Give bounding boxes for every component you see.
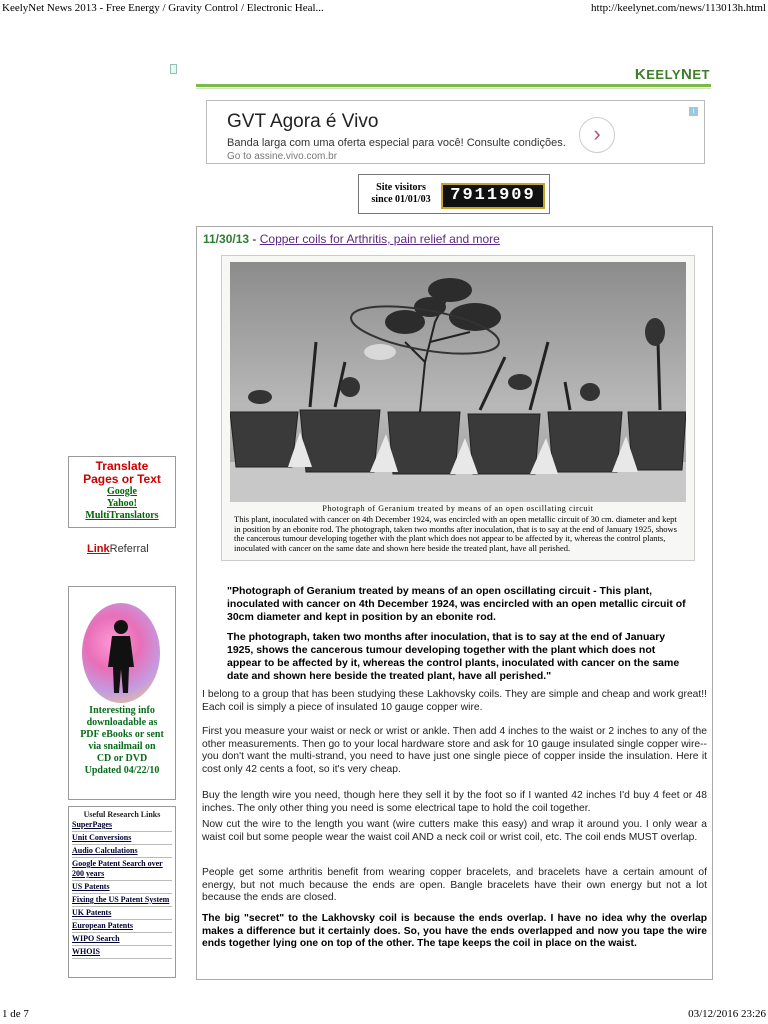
research-link[interactable]: Google Patent Search over 200 years <box>72 858 172 881</box>
geranium-photo-image <box>230 262 686 502</box>
translate-link-yahoo[interactable]: Yahoo! <box>106 498 137 509</box>
translate-box <box>68 456 176 528</box>
research-link[interactable]: WIPO Search <box>72 933 172 946</box>
keelynet-logo[interactable]: KEELYNET <box>634 66 710 83</box>
ad-title[interactable]: GVT Agora é Vivo <box>227 111 379 132</box>
translate-heading: Translate Pages or Text <box>83 459 161 486</box>
counter-value: 7911909 <box>441 183 545 209</box>
research-links-title: Useful Research Links <box>83 810 161 819</box>
ad-url[interactable]: Go to assine.vivo.com.br <box>227 151 338 162</box>
advertisement-banner[interactable] <box>206 100 705 164</box>
research-link[interactable]: Fixing the US Patent System <box>72 894 172 907</box>
geranium-photograph <box>221 255 695 561</box>
broken-image-icon <box>170 64 177 74</box>
ebook-description: Interesting info downloadable as PDF eBooks or sent via snailmail on CD or DVD Updated 04/22/10 <box>80 705 164 776</box>
print-page-url: http://keelynet.com/news/113013h.html <box>591 2 766 14</box>
ebook-oval-image <box>82 603 160 703</box>
chevron-right-icon[interactable]: › <box>579 117 615 153</box>
article-title-link[interactable]: Copper coils for Arthritis, pain relief and more <box>259 232 500 246</box>
article-paragraph: First you measure your waist or neck or wrist or ankle. Then add 4 inches to the waist or 2 inches to any of the other measurements. Then go to your local hardware store and ask for 10 gauge insulated single copper wire--you don't want the multi-strand, you need to have just one single piece of copper inside the insulation. Here it cost only 42 cents a foot, so it's very cheap. <box>202 726 707 775</box>
research-link[interactable]: Unit Conversions <box>72 832 172 845</box>
quote-paragraph: The photograph, taken two months after inoculation, that is to say at the end of January 1925, shows the cancerous tumour developing together with the plant which does not appear to be affected by it, whereas the control plants, inoculated with cancer on the same date and shown here beside the treated plant, have all perished." <box>227 631 680 682</box>
article-paragraph: People get some arthritis benefit from wearing copper bracelets, and bracelets have a certain amount of energy, but not much because the ends are open. Bangle bracelets have their own energy but not a lot because the ends are closed. <box>202 867 707 903</box>
photo-caption-title: Photograph of Geranium treated by means of an open oscillating circuit <box>322 504 594 513</box>
research-link[interactable]: UK Patents <box>72 907 172 920</box>
article-box <box>196 226 713 980</box>
article-paragraph: Buy the length wire you need, though here they sell it by the foot so if I wanted 42 inches I'd buy 4 feet or 48 inches. The only other thing you need is some electrical tape to hold the coil together. <box>202 790 707 814</box>
translate-link-multitranslators[interactable]: MultiTranslators <box>85 510 159 521</box>
info-icon[interactable]: i <box>689 107 698 116</box>
ad-description: Banda larga com uma oferta especial para você! Consulte condições. <box>227 137 566 149</box>
print-page-number: 1 de 7 <box>2 1008 29 1020</box>
article-headline: 11/30/13 - Copper coils for Arthritis, pain relief and more <box>203 232 500 246</box>
research-link[interactable]: Audio Calculations <box>72 845 172 858</box>
linkreferral-logo[interactable]: LinkReferral <box>87 543 149 555</box>
article-paragraph-bold: The big "secret" to the Lakhovsky coil is because the ends overlap. I have no idea why the overlap makes a difference but it certainly does. So, you have the ends overlapped and now you tape the wire ends together lying one on top of the other. The tape keeps the coil in place on the waist. <box>202 913 707 949</box>
article-paragraph: I belong to a group that has been studying these Lakhovsky coils. They are simple and cheap and work great!! Each coil is simply a piece of insulated 10 gauge copper wire. <box>202 689 707 713</box>
research-links-box <box>68 806 176 978</box>
counter-label: Site visitors since 01/01/03 <box>371 182 431 205</box>
header-divider-light <box>196 88 711 89</box>
visitor-counter <box>358 174 550 214</box>
print-datetime: 03/12/2016 23:26 <box>688 1008 766 1020</box>
translate-link-google[interactable]: Google <box>107 486 137 497</box>
ebook-promo[interactable] <box>68 586 176 800</box>
header-divider <box>196 84 711 87</box>
article-paragraph: Now cut the wire to the length you want (wire cutters make this easy) and wrap it around you. I only wear a waist coil but some people wear the waist coil AND a neck coil or wrist coil, etc. The coil ends MUST overlap. <box>202 819 707 843</box>
person-silhouette-icon <box>82 603 160 703</box>
print-page-title: KeelyNet News 2013 - Free Energy / Gravity Control / Electronic Heal... <box>2 2 324 14</box>
quote-paragraph: "Photograph of Geranium treated by means of an open oscillating circuit - This plant, inoculated with cancer on 4th December 1924, was encircled with an open metallic circuit of 30cm diameter and kept in position by an ebonite rod. <box>227 585 686 623</box>
photo-caption-body: This plant, inoculated with cancer on 4th December 1924, was encircled with an open metallic circuit of 30 cm. diameter and kept in position by an ebonite rod. The photograph, taken two months after inoculation, that is to say at the end of January 1925, shows the cancerous tumour developing together with the plant which does not appear to be affected by it, whereas the control plants, inoculated with cancer on the same date and shown here beside the treated plant, have all perished. <box>234 514 677 553</box>
research-link[interactable]: US Patents <box>72 881 172 894</box>
article-date: 11/30/13 <box>203 232 250 246</box>
research-link[interactable]: WHOIS <box>72 946 172 959</box>
research-link[interactable]: European Patents <box>72 920 172 933</box>
research-link[interactable]: SuperPages <box>72 819 172 832</box>
